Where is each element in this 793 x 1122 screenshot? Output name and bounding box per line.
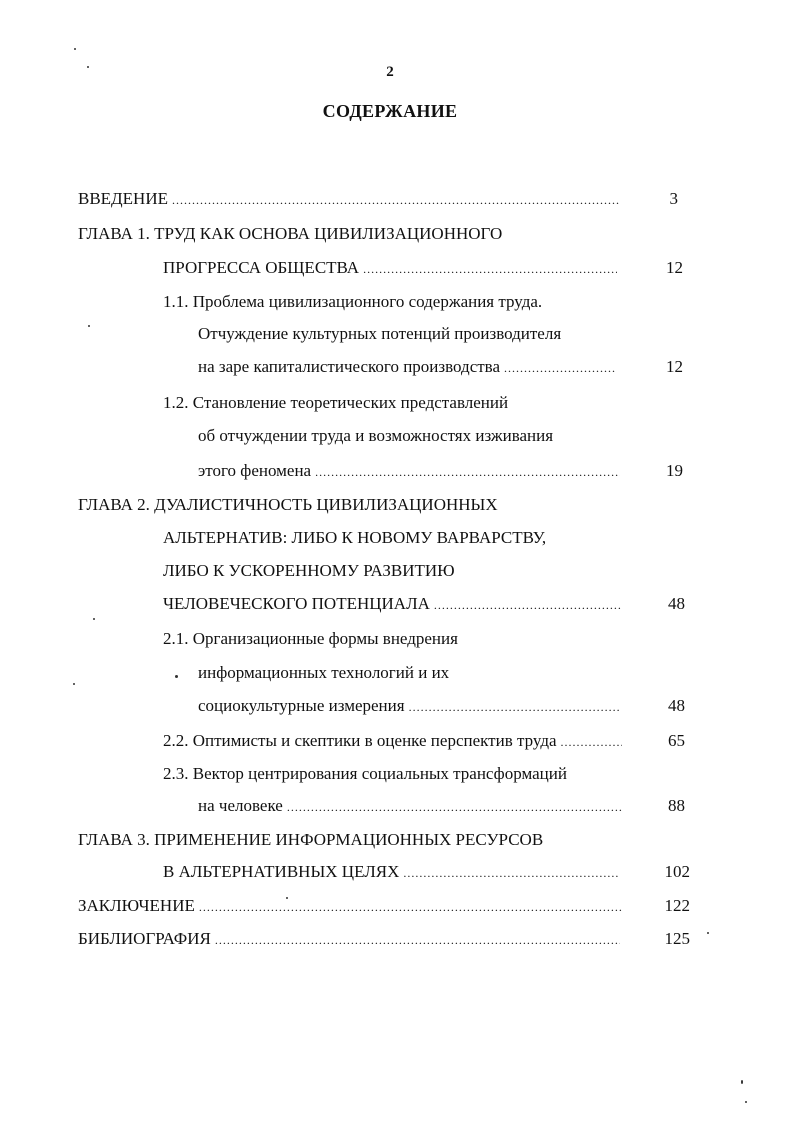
toc-title: СОДЕРЖАНИЕ [322, 101, 458, 121]
scan-speck [74, 48, 76, 50]
toc-entry-chapter-2-cont[interactable]: ЛИБО К УСКОРЕННОМУ РАЗВИТИЮ [163, 561, 455, 580]
toc-entry-section-1-2[interactable]: 1.2. Становление теоретических представлений [163, 393, 509, 412]
toc-entry-text: на человеке [198, 796, 283, 815]
page-number: 2 [386, 64, 394, 80]
toc-leader-dots [287, 795, 622, 819]
toc-entry-introduction[interactable] [78, 187, 624, 211]
toc-leader-dots [403, 861, 618, 885]
toc-entry-text: ЗАКЛЮЧЕНИЕ [78, 896, 195, 915]
toc-entry-chapter-2-cont[interactable] [163, 592, 625, 616]
scan-speck [707, 932, 709, 934]
toc-entry-chapter-1-cont[interactable] [163, 256, 621, 280]
toc-leader-dots [504, 356, 616, 380]
toc-entry-text: ПРОГРЕССА ОБЩЕСТВА [163, 258, 360, 277]
toc-leader-dots [315, 460, 620, 484]
toc-entry-conclusion[interactable] [78, 894, 626, 918]
toc-leader-dots [409, 695, 621, 719]
toc-entry-bibliography[interactable] [78, 927, 624, 951]
toc-leader-dots [434, 593, 621, 617]
toc-entry-page: 122 [664, 896, 690, 915]
toc-entry-text: на заре капиталистического производства [198, 357, 501, 376]
toc-entry-section-2-1[interactable]: 2.1. Организационные формы внедрения [163, 629, 458, 648]
scan-speck [73, 683, 75, 685]
toc-entry-chapter-2-cont[interactable]: АЛЬТЕРНАТИВ: ЛИБО К НОВОМУ ВАРВАРСТВУ, [163, 528, 547, 547]
toc-entry-section-2-3-cont[interactable] [198, 794, 626, 818]
toc-entry-text: БИБЛИОГРАФИЯ [78, 929, 211, 948]
toc-entry-section-1-2-cont[interactable]: об отчуждении труда и возможностях изживания [198, 426, 554, 445]
toc-entry-chapter-3[interactable]: ГЛАВА 3. ПРИМЕНЕНИЕ ИНФОРМАЦИОННЫХ РЕСУРСОВ [78, 830, 544, 849]
toc-entry-section-1-1-cont[interactable] [198, 355, 620, 379]
toc-entry-section-1-1-cont[interactable]: Отчуждение культурных потенций производителя [198, 324, 562, 343]
toc-entry-page: 125 [664, 929, 690, 948]
toc-entry-section-2-1-cont[interactable] [198, 694, 625, 718]
toc-entry-text: ЧЕЛОВЕЧЕСКОГО ПОТЕНЦИАЛА [163, 594, 430, 613]
toc-leader-dots [363, 257, 617, 281]
toc-entry-page: 12 [666, 357, 683, 376]
toc-entry-text: социокультурные измерения [198, 696, 405, 715]
toc-leader-dots [561, 730, 622, 754]
toc-entry-section-1-1[interactable]: 1.1. Проблема цивилизационного содержания труда. [163, 292, 543, 311]
toc-entry-page: 3 [669, 189, 678, 208]
scan-speck [93, 618, 95, 620]
toc-entry-text: ВВЕДЕНИЕ [78, 189, 168, 208]
toc-leader-dots [215, 928, 620, 952]
toc-entry-page: 19 [666, 461, 683, 480]
toc-entry-section-2-3[interactable]: 2.3. Вектор центрирования социальных трансформаций [163, 764, 567, 783]
toc-entry-chapter-1[interactable]: ГЛАВА 1. ТРУД КАК ОСНОВА ЦИВИЛИЗАЦИОННОГО [78, 224, 503, 243]
toc-leader-dots [172, 188, 620, 212]
toc-entry-chapter-2[interactable]: ГЛАВА 2. ДУАЛИСТИЧНОСТЬ ЦИВИЛИЗАЦИОННЫХ [78, 495, 498, 514]
scan-speck [286, 897, 288, 899]
toc-entry-page: 102 [664, 862, 690, 881]
toc-entry-text: этого феномена [198, 461, 312, 480]
toc-entry-page: 65 [668, 731, 685, 750]
toc-entry-chapter-3-cont[interactable] [163, 860, 622, 884]
toc-leader-dots [199, 895, 622, 919]
toc-entry-page: 48 [668, 696, 685, 715]
toc-entry-page: 48 [668, 594, 685, 613]
scan-speck [741, 1080, 743, 1084]
toc-entry-page: 12 [666, 258, 683, 277]
scan-speck [175, 675, 178, 678]
scan-speck [87, 66, 89, 68]
toc-entry-text: В АЛЬТЕРНАТИВНЫХ ЦЕЛЯХ [163, 862, 400, 881]
toc-entry-text: 2.2. Оптимисты и скептики в оценке перспектив труда [163, 731, 557, 750]
toc-entry-section-1-2-cont[interactable] [198, 459, 624, 483]
toc-entry-page: 88 [668, 796, 685, 815]
scan-speck [88, 325, 90, 327]
toc-entry-section-2-2[interactable] [163, 729, 626, 753]
scan-speck [745, 1101, 747, 1103]
toc-entry-section-2-1-cont[interactable]: информационных технологий и их [198, 663, 450, 682]
